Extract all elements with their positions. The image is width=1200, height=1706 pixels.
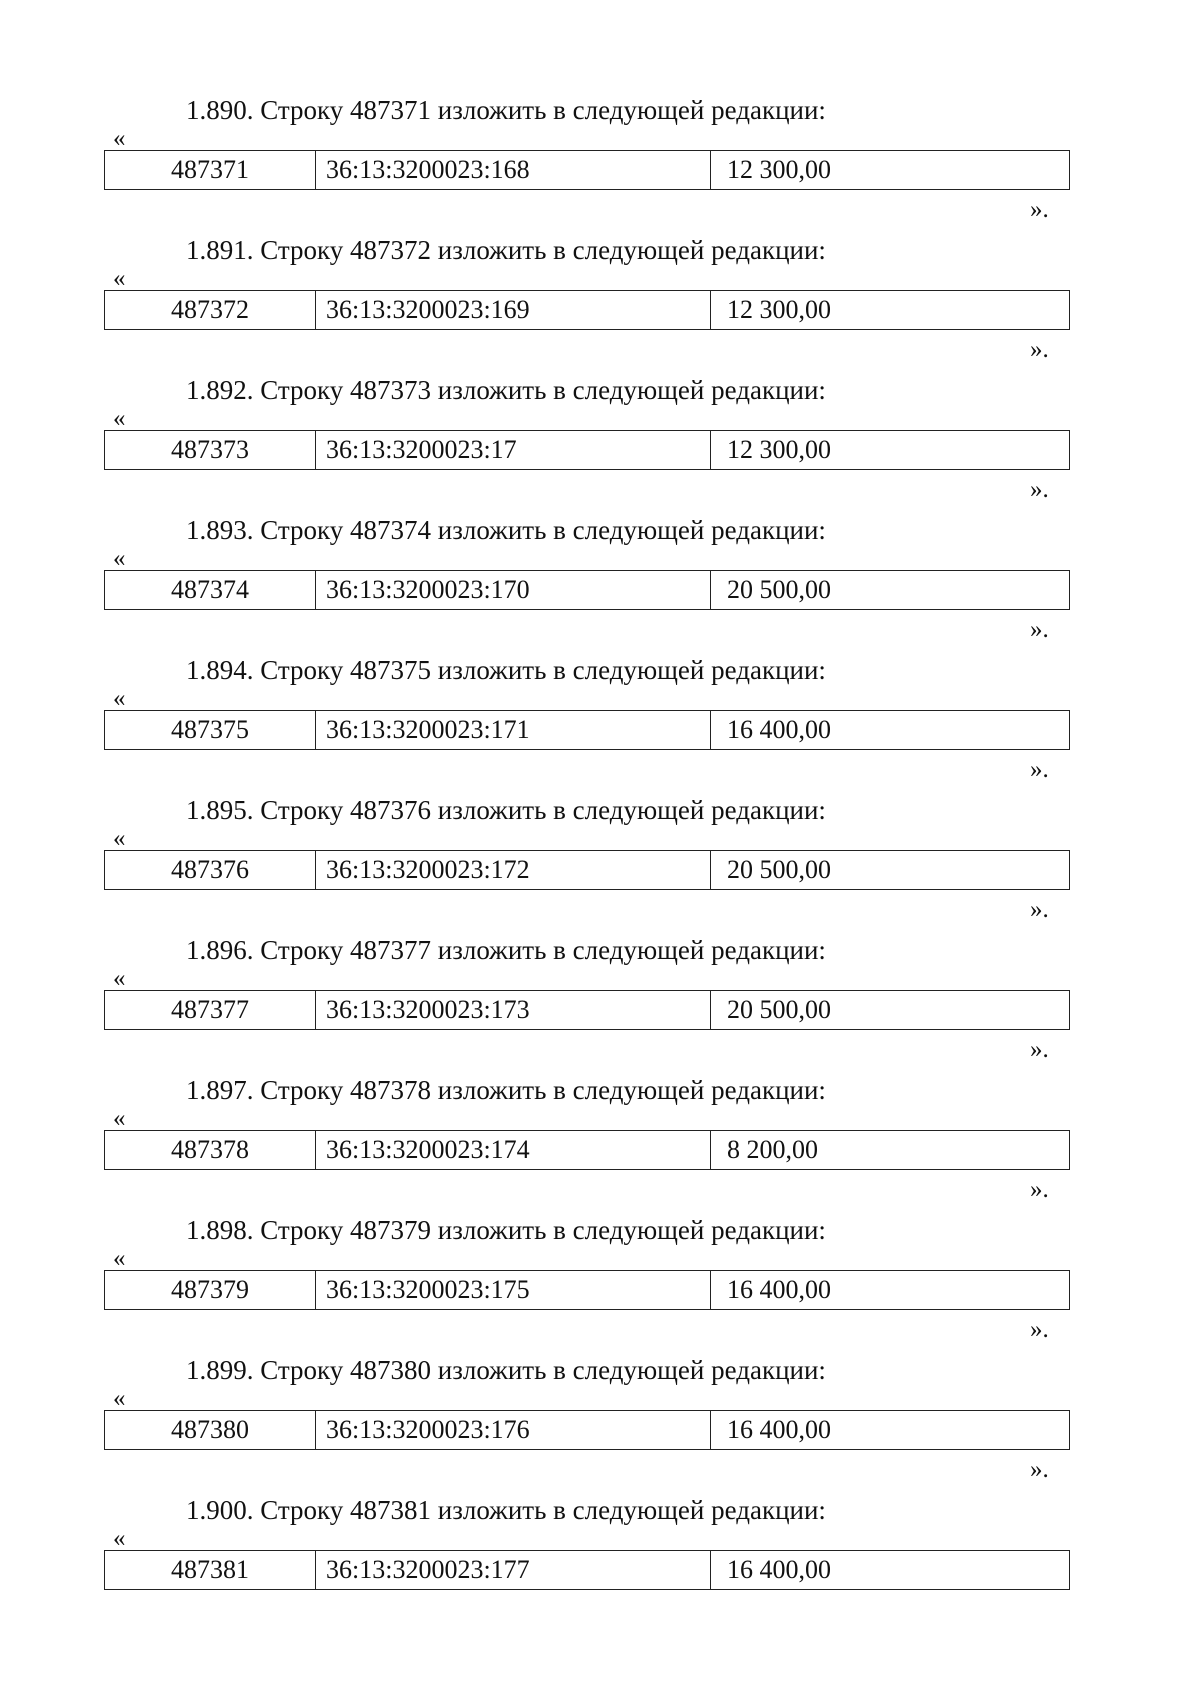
amendment-heading: 1.891. Строку 487372 изложить в следующей редакции: — [186, 235, 826, 265]
amendment-table — [104, 990, 1070, 1030]
closing-quote: ». — [1030, 1036, 1049, 1063]
table-row — [105, 1131, 1070, 1170]
cadastral-number-cell: 36:13:3200023:173 — [316, 991, 711, 1030]
value-cell: 20 500,00 — [711, 571, 1070, 610]
opening-quote: « — [113, 1245, 126, 1272]
opening-quote: « — [113, 265, 126, 292]
amendment-table — [104, 570, 1070, 610]
cadastral-number-cell: 36:13:3200023:170 — [316, 571, 711, 610]
amendment-heading: 1.896. Строку 487377 изложить в следующей редакции: — [186, 935, 826, 965]
table-row — [105, 151, 1070, 190]
closing-quote: ». — [1030, 616, 1049, 643]
value-cell: 12 300,00 — [711, 291, 1070, 330]
value-cell: 16 400,00 — [711, 1271, 1070, 1310]
amendment-entry — [0, 756, 1200, 934]
cadastral-number-cell: 36:13:3200023:176 — [316, 1411, 711, 1450]
amendment-heading: 1.894. Строку 487375 изложить в следующей редакции: — [186, 655, 826, 685]
value-cell: 12 300,00 — [711, 431, 1070, 470]
row-number-cell: 487372 — [105, 291, 316, 330]
table-row — [105, 711, 1070, 750]
row-number-cell: 487380 — [105, 1411, 316, 1450]
opening-quote: « — [113, 685, 126, 712]
amendment-entry — [0, 196, 1200, 374]
table-row — [105, 431, 1070, 470]
amendment-entry — [0, 896, 1200, 1074]
amendment-table — [104, 1550, 1070, 1590]
amendment-heading: 1.897. Строку 487378 изложить в следующей редакции: — [186, 1075, 826, 1105]
opening-quote: « — [113, 1105, 126, 1132]
value-cell: 16 400,00 — [711, 711, 1070, 750]
amendment-entry — [0, 616, 1200, 794]
row-number-cell: 487376 — [105, 851, 316, 890]
amendment-entry — [0, 336, 1200, 514]
closing-quote: ». — [1030, 1456, 1049, 1483]
row-number-cell: 487371 — [105, 151, 316, 190]
closing-quote: ». — [1030, 1316, 1049, 1343]
table-row — [105, 1271, 1070, 1310]
opening-quote: « — [113, 405, 126, 432]
amendment-entry — [0, 1456, 1200, 1634]
amendment-table — [104, 1130, 1070, 1170]
amendment-table — [104, 850, 1070, 890]
row-number-cell: 487378 — [105, 1131, 316, 1170]
row-number-cell: 487377 — [105, 991, 316, 1030]
row-number-cell: 487379 — [105, 1271, 316, 1310]
opening-quote: « — [113, 1525, 126, 1552]
opening-quote: « — [113, 545, 126, 572]
cadastral-number-cell: 36:13:3200023:171 — [316, 711, 711, 750]
amendment-entry — [0, 476, 1200, 654]
amendment-heading: 1.900. Строку 487381 изложить в следующей редакции: — [186, 1495, 826, 1525]
cadastral-number-cell: 36:13:3200023:17 — [316, 431, 711, 470]
opening-quote: « — [113, 1385, 126, 1412]
amendment-table — [104, 1270, 1070, 1310]
table-row — [105, 851, 1070, 890]
amendment-heading: 1.893. Строку 487374 изложить в следующей редакции: — [186, 515, 826, 545]
closing-quote: ». — [1030, 1176, 1049, 1203]
table-row — [105, 291, 1070, 330]
opening-quote: « — [113, 825, 126, 852]
amendment-heading: 1.890. Строку 487371 изложить в следующей редакции: — [186, 95, 826, 125]
cadastral-number-cell: 36:13:3200023:172 — [316, 851, 711, 890]
closing-quote: ». — [1030, 336, 1049, 363]
amendment-entry — [0, 1036, 1200, 1214]
closing-quote: ». — [1030, 896, 1049, 923]
closing-quote: ». — [1030, 756, 1049, 783]
value-cell: 12 300,00 — [711, 151, 1070, 190]
table-row — [105, 991, 1070, 1030]
table-row — [105, 1551, 1070, 1590]
amendment-heading: 1.898. Строку 487379 изложить в следующей редакции: — [186, 1215, 826, 1245]
cadastral-number-cell: 36:13:3200023:175 — [316, 1271, 711, 1310]
closing-quote: ». — [1030, 196, 1049, 223]
table-row — [105, 1411, 1070, 1450]
cadastral-number-cell: 36:13:3200023:177 — [316, 1551, 711, 1590]
amendment-entry — [0, 94, 1200, 234]
row-number-cell: 487373 — [105, 431, 316, 470]
value-cell: 16 400,00 — [711, 1411, 1070, 1450]
amendment-heading: 1.892. Строку 487373 изложить в следующей редакции: — [186, 375, 826, 405]
row-number-cell: 487375 — [105, 711, 316, 750]
table-row — [105, 571, 1070, 610]
value-cell: 8 200,00 — [711, 1131, 1070, 1170]
amendment-heading: 1.899. Строку 487380 изложить в следующей редакции: — [186, 1355, 826, 1385]
cadastral-number-cell: 36:13:3200023:168 — [316, 151, 711, 190]
amendment-table — [104, 430, 1070, 470]
value-cell: 20 500,00 — [711, 851, 1070, 890]
value-cell: 20 500,00 — [711, 991, 1070, 1030]
amendment-table — [104, 290, 1070, 330]
row-number-cell: 487374 — [105, 571, 316, 610]
value-cell: 16 400,00 — [711, 1551, 1070, 1590]
amendment-table — [104, 150, 1070, 190]
opening-quote: « — [113, 965, 126, 992]
cadastral-number-cell: 36:13:3200023:169 — [316, 291, 711, 330]
amendment-entry — [0, 1316, 1200, 1494]
amendment-table — [104, 710, 1070, 750]
closing-quote: ». — [1030, 476, 1049, 503]
cadastral-number-cell: 36:13:3200023:174 — [316, 1131, 711, 1170]
opening-quote: « — [113, 125, 126, 152]
amendment-table — [104, 1410, 1070, 1450]
amendment-heading: 1.895. Строку 487376 изложить в следующей редакции: — [186, 795, 826, 825]
row-number-cell: 487381 — [105, 1551, 316, 1590]
amendment-entry — [0, 1176, 1200, 1354]
